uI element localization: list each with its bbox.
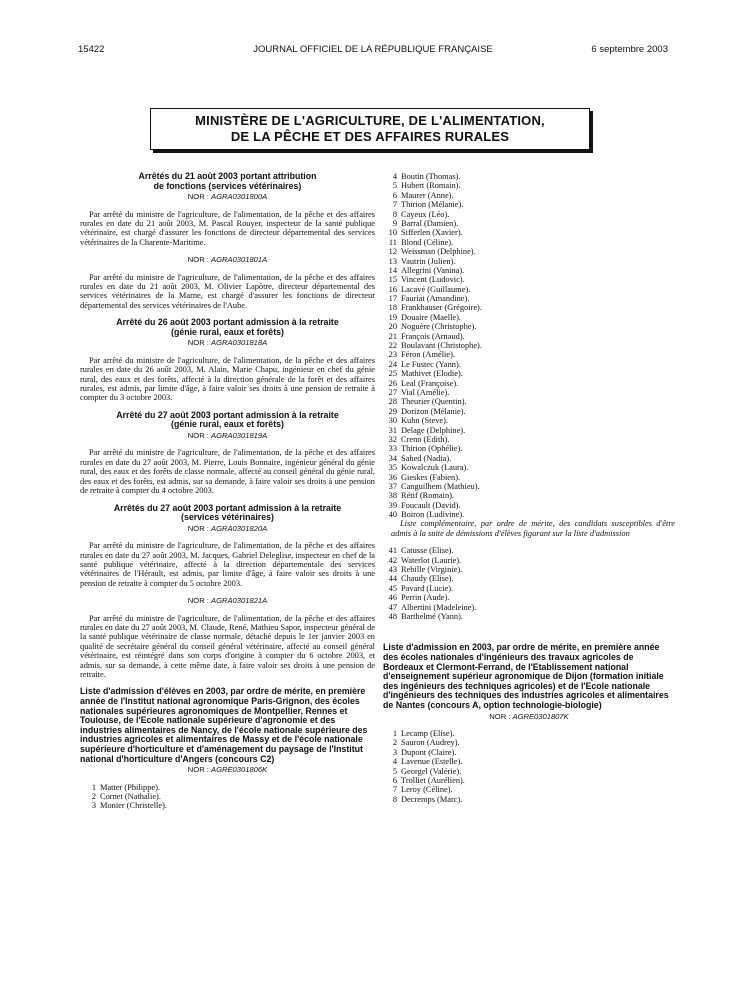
rank-number: 16 [388, 284, 397, 294]
list-item [383, 379, 675, 388]
candidate-name: Boutin (Thomas). [401, 172, 461, 181]
rank-number: 43 [388, 565, 397, 575]
candidate-name: Allegrini (Vanina). [401, 265, 465, 275]
rank-number: 1 [392, 728, 397, 738]
candidate-name: Lavenue (Estelle). [401, 757, 463, 767]
rank-number: 46 [388, 593, 397, 603]
candidate-name: Theurier (Quentin). [401, 397, 467, 407]
list-item [383, 416, 675, 425]
rank-number: 6 [392, 775, 397, 785]
candidate-name: Catusse (Elise). [401, 546, 454, 556]
candidate-name: Le Fustec (Yann). [401, 359, 461, 369]
list-item [383, 574, 675, 583]
candidate-name: Delage (Delphine). [401, 425, 466, 435]
list-item [383, 407, 675, 416]
nor-reference [80, 765, 375, 774]
list-item [383, 473, 675, 482]
nor-code: AGRA0301818A [211, 338, 268, 348]
list-item [383, 776, 675, 785]
rank-number: 18 [388, 303, 397, 313]
candidate-name: Perrin (Aude). [401, 593, 450, 603]
rank-number: 48 [388, 612, 397, 621]
candidate-name: Thirion (Ophélie). [401, 444, 463, 454]
candidate-name: Hubert (Romain). [401, 181, 461, 191]
candidate-name: Gieskes (Fabien). [401, 472, 461, 482]
candidate-name: Georgel (Valérie). [401, 766, 462, 776]
list-item [383, 388, 675, 397]
nor-reference [80, 596, 375, 605]
rank-number: 42 [388, 555, 397, 565]
journal-title: JOURNAL OFFICIEL DE LA RÉPUBLIQUE FRANÇAISE [253, 44, 493, 55]
nor-reference [80, 524, 375, 533]
candidate-name: Thirion (Mélanie). [401, 200, 464, 210]
candidate-name: Noguère (Christophe). [401, 322, 477, 332]
rank-number: 45 [388, 583, 397, 593]
list-item [383, 360, 675, 369]
rank-number: 47 [388, 602, 397, 612]
candidate-name: Kuhn (Steve). [401, 416, 448, 426]
list-item [383, 482, 675, 491]
page-header [78, 44, 668, 58]
list-item [383, 332, 675, 341]
list-item [383, 172, 675, 181]
rank-number: 34 [388, 453, 397, 463]
section-title [88, 504, 367, 523]
list-item [383, 200, 675, 209]
rank-number: 32 [388, 434, 397, 444]
rank-number: 17 [388, 294, 397, 304]
section-title-line: (génie rural, eaux et forêts) [171, 419, 284, 430]
decree-paragraph: Par arrêté du ministre de l'agriculture, de l'alimentation, de la pêche et des affaires rurales en date du 26 août 2003, M. Alain, Marie Chapu, ingénieur en chef du génie rural, des eaux et des forêts, affecté à la direction générale de la forêt et des affaires rurales, est admis, par limite d'âge, à faire valoir ses droits à une pension de retraite à compter du 3 octobre 2003. [80, 355, 375, 403]
rank-number: 4 [392, 172, 397, 181]
candidate-name: Crenn (Edith). [401, 434, 450, 444]
nor-code: AGRA0301821A [211, 596, 268, 606]
list-item [383, 369, 675, 378]
list-item [383, 491, 675, 500]
complementary-list-note: Liste complémentaire, par ordre de mérite, des candidats susceptibles d'être admis à la suite de démissions d'élèves figurant sur la liste d'admission [391, 519, 675, 538]
nor-label: NOR : [187, 192, 209, 202]
candidate-name: Rétif (Romain). [401, 491, 455, 501]
list-item [383, 191, 675, 200]
candidate-name: Decremps (Marc). [401, 794, 463, 804]
nor-reference [80, 192, 375, 201]
nor-label: NOR : [187, 596, 209, 606]
candidate-name: Albertini (Madeleine). [401, 602, 477, 612]
section-title-line: de fonctions (services vétérinaires) [153, 180, 302, 191]
candidate-name: Kowalczuk (Laura). [401, 463, 469, 473]
rank-number: 8 [392, 794, 397, 804]
ministry-title-line1: MINISTÈRE DE L'AGRICULTURE, DE L'ALIMENTATION, [195, 113, 545, 128]
list-item [383, 275, 675, 284]
list-item [383, 210, 675, 219]
candidate-name: Monier (Christelle). [100, 801, 167, 811]
list-item [383, 795, 675, 804]
rank-number: 21 [388, 331, 397, 341]
list-item [383, 593, 675, 602]
list-item [80, 792, 375, 801]
list-item [383, 612, 675, 621]
list-item [383, 603, 675, 612]
candidate-name: Fauriat (Amandine). [401, 294, 470, 304]
section-title: Liste d'admission en 2003, par ordre de mérite, en première année des écoles nationales d'ingénieurs des travaux agricoles de Bordeaux et Clermont-Ferrand, de l'Etablissement national d'enseignement supérieur agronomique de Dijon (formation initiale des ingénieurs des techniques agricoles) et de l'Ecole nationale d'ingénieurs des techniques des industries agricoles et alimentaires de Nantes (concours A, option technologie-biologie) [383, 642, 669, 710]
list-item [383, 565, 675, 574]
rank-number: 40 [388, 510, 397, 520]
list-item [383, 313, 675, 322]
list-item [383, 767, 675, 776]
candidate-name: Mathivet (Elodie). [401, 369, 463, 379]
section-title-line: Arrêtés du 21 août 2003 portant attribution [138, 171, 317, 181]
rank-number: 26 [388, 378, 397, 388]
candidate-name: Dupont (Claire). [401, 747, 457, 757]
rank-number: 31 [388, 425, 397, 435]
candidate-name: Foucault (David). [401, 500, 461, 510]
rank-number: 23 [388, 350, 397, 360]
candidate-name: Boulavant (Christophe). [401, 341, 482, 351]
rank-number: 20 [388, 322, 397, 332]
list-item [80, 801, 375, 810]
admission-list [383, 172, 675, 519]
rank-number: 29 [388, 406, 397, 416]
candidate-name: Matter (Philippe). [100, 782, 161, 792]
rank-number: 27 [388, 387, 397, 397]
rank-number: 6 [392, 190, 397, 200]
list-item [383, 228, 675, 237]
candidate-name: Maurer (Anne). [401, 190, 454, 200]
section-title [88, 411, 367, 430]
rank-number: 13 [388, 256, 397, 266]
nor-code: AGRE0301806K [211, 765, 268, 775]
list-item [383, 397, 675, 406]
rank-number: 37 [388, 481, 397, 491]
list-item [383, 257, 675, 266]
list-item [383, 181, 675, 190]
nor-code: AGRA0301820A [211, 523, 268, 533]
rank-number: 36 [388, 472, 397, 482]
candidate-name: Barral (Damien). [401, 218, 459, 228]
candidate-name: Chaudy (Elise). [401, 574, 454, 584]
ministry-title-line2: DE LA PÊCHE ET DES AFFAIRES RURALES [230, 129, 510, 144]
list-item [383, 238, 675, 247]
rank-number: 14 [388, 265, 397, 275]
nor-label: NOR : [489, 711, 511, 721]
list-item [383, 294, 675, 303]
candidate-name: Weissman (Delphine). [401, 247, 476, 257]
nor-label: NOR : [187, 255, 209, 265]
candidate-name: Lecamp (Elise). [401, 728, 455, 738]
decree-paragraph: Par arrêté du ministre de l'agriculture, de l'alimentation, de la pêche et des affaires rurales en date du 21 août 2003, M. Pascal Rouyer, inspecteur de la santé publique vétérinaire, est chargé d'assurer les fonctions de directeur départemental des services vétérinaires de la Charente-Maritime. [80, 209, 375, 247]
admission-list [80, 783, 375, 811]
list-item [383, 350, 675, 359]
list-item [383, 584, 675, 593]
section-title-line: (services vétérinaires) [181, 512, 274, 523]
list-item [383, 510, 675, 519]
list-item [383, 285, 675, 294]
candidate-name: Frankhauser (Grégoire). [401, 303, 482, 313]
list-item [383, 247, 675, 256]
nor-code: AGRA0301801A [211, 255, 268, 265]
rank-number: 3 [91, 801, 96, 811]
decree-paragraph: Par arrêté du ministre de l'agriculture, de l'alimentation, de la pêche et des affaires rurales en date du 27 août 2003, M. Claude, René, Mathieu Sapor, inspecteur général de la santé publique vétérinaire de classe normale, détaché depuis le 1er janvier 2003 en qualité de secrétaire général du conseil général vétérinaire, affecté au conseil général vétérinaire, est réintégré dans son corps d'origine à compter du 6 octobre 2003, et admis, sur sa demande, à cette même date, à faire valoir ses droits à une pension de retraite. [80, 613, 375, 679]
rank-number: 35 [388, 463, 397, 473]
list-item [383, 435, 675, 444]
rank-number: 19 [388, 312, 397, 322]
list-item [383, 463, 675, 472]
list-item [383, 266, 675, 275]
rank-number: 28 [388, 397, 397, 407]
section-title-line: Arrêtés du 27 août 2003 portant admission à la retraite [113, 502, 342, 513]
candidate-name: Féron (Amélie). [401, 350, 455, 360]
rank-number: 8 [392, 209, 397, 219]
nor-label: NOR : [187, 431, 209, 441]
list-item [383, 322, 675, 331]
list-item [383, 454, 675, 463]
list-item [383, 426, 675, 435]
rank-number: 24 [388, 359, 397, 369]
list-item [383, 748, 675, 757]
rank-number: 1 [91, 782, 96, 792]
list-item [383, 556, 675, 565]
decree-paragraph: Par arrêté du ministre de l'agriculture, de l'alimentation, de la pêche et des affaires rurales en date du 21 août 2003, M. Olivier Lapôtre, directeur départemental des services vétérinaires de la Marne, est chargé d'assurer les fonctions de directeur départemental des services vétérinaires de l'Aube. [80, 272, 375, 310]
list-item [383, 738, 675, 747]
left-column [80, 172, 375, 811]
decree-paragraph: Par arrêté du ministre de l'agriculture, de l'alimentation, de la pêche et des affaires rurales en date du 27 août 2003, M. Jacques, Gabriel Deleglise, inspecteur en chef de la santé publique vétérinaire, affecté à la direction départementale des services vétérinaires de l'Hérault, est admis, par limite d'âge, à faire valoir ses droits à une pension de retraite à compter du 5 octobre 2003. [80, 541, 375, 588]
candidate-name: Vincent (Ludovic). [401, 275, 465, 285]
section-title: Liste d'admission d'élèves en 2003, par ordre de mérite, en première année de l'Institut national agronomique Paris-Grignon, des écoles nationales supérieures agronomiques de Montpellier, Rennes et Toulouse, de l'Ecole nationale supérieure d'agronomie et des industries alimentaires de Nancy, de l'école nationale supérieure des industries agricoles et alimentaires de Massy et de l'école nationale supérieure d'horticulture et d'aménagement du paysage de l'Institut national d'horticulture d'Angers (concours C2) [80, 686, 368, 764]
list-item [383, 757, 675, 766]
rank-number: 30 [388, 416, 397, 426]
candidate-name: Pavard (Lucie). [401, 583, 454, 593]
nor-code: AGRE0301807K [512, 711, 569, 721]
rank-number: 41 [388, 546, 397, 556]
candidate-name: Vautrin (Julien). [401, 256, 456, 266]
candidate-name: Douaire (Maelle). [401, 312, 461, 322]
rank-number: 7 [392, 785, 397, 795]
candidate-name: Leal (Françoise). [401, 378, 459, 388]
rank-number: 9 [392, 218, 397, 228]
section-title [88, 172, 367, 191]
ministry-box [150, 108, 590, 150]
rank-number: 39 [388, 500, 397, 510]
list-item [383, 444, 675, 453]
candidate-name: François (Arnaud). [401, 331, 465, 341]
candidate-name: Waterlot (Laurie). [401, 555, 462, 565]
rank-number: 25 [388, 369, 397, 379]
list-item [383, 303, 675, 312]
section-title-line: Arrêté du 27 août 2003 portant admission à la retraite [116, 409, 339, 420]
page-number: 15422 [78, 44, 105, 55]
candidate-name: Rebille (Virginie). [401, 565, 463, 575]
rank-number: 2 [91, 791, 96, 801]
rank-number: 22 [388, 341, 397, 351]
rank-number: 15 [388, 275, 397, 285]
rank-number: 2 [392, 738, 397, 748]
list-item [80, 783, 375, 792]
section-title-line: (génie rural, eaux et forêts) [171, 326, 284, 337]
publication-date: 6 septembre 2003 [591, 44, 668, 55]
candidate-name: Cayeux (Léo). [401, 209, 450, 219]
nor-label: NOR : [187, 523, 209, 533]
candidate-name: Blond (Céline). [401, 237, 454, 247]
candidate-name: Lacavé (Guillaume). [401, 284, 471, 294]
rank-number: 11 [388, 237, 397, 247]
rank-number: 5 [392, 181, 397, 191]
list-item [383, 219, 675, 228]
candidate-name: Sifferlen (Xavier). [401, 228, 463, 238]
rank-number: 4 [392, 757, 397, 767]
rank-number: 5 [392, 766, 397, 776]
candidate-name: Dorizon (Mélanie). [401, 406, 466, 416]
section-title-line: Arrêté du 26 août 2003 portant admission à la retraite [116, 317, 339, 328]
rank-number: 38 [388, 491, 397, 501]
nor-code: AGRA0301800A [211, 192, 268, 202]
list-item [383, 546, 675, 555]
rank-number: 10 [388, 228, 397, 238]
candidate-name: Leroy (Céline). [401, 785, 453, 795]
nor-reference [80, 338, 375, 347]
candidate-name: Vial (Amélie). [401, 387, 450, 397]
list-item [383, 729, 675, 738]
nor-code: AGRA0301819A [211, 431, 268, 441]
list-item [383, 341, 675, 350]
admission-list [383, 729, 675, 804]
candidate-name: Cornet (Nathalie). [100, 791, 161, 801]
candidate-name: Canguilhem (Mathieu). [401, 481, 480, 491]
rank-number: 7 [392, 200, 397, 210]
nor-reference [80, 255, 375, 264]
nor-reference [80, 431, 375, 440]
candidate-name: Sahed (Nadia). [401, 453, 452, 463]
complementary-list [383, 546, 675, 621]
rank-number: 3 [392, 747, 397, 757]
candidate-name: Boiron (Ludivine). [401, 510, 465, 520]
nor-label: NOR : [187, 338, 209, 348]
section-title [88, 318, 367, 337]
rank-number: 44 [388, 574, 397, 584]
rank-number: 12 [388, 247, 397, 257]
candidate-name: Barthelmé (Yann). [401, 612, 463, 621]
candidate-name: Sauron (Audrey). [401, 738, 460, 748]
nor-reference [383, 712, 675, 721]
rank-number: 33 [388, 444, 397, 454]
right-column [383, 172, 675, 804]
nor-label: NOR : [187, 765, 209, 775]
list-item [383, 501, 675, 510]
candidate-name: Trolliet (Aurélien). [401, 775, 465, 785]
decree-paragraph: Par arrêté du ministre de l'agriculture, de l'alimentation, de la pêche et des affaires rurales en date du 27 août 2003, M. Pierre, Louis Bonnaire, ingénieur général du génie rural, des eaux et des forêts de classe normale, affecté au conseil général du génie rural, des eaux et des forêts, est admis, sur sa demande, à faire valoir ses droits à une pension de retraite à compter du 4 octobre 2003. [80, 448, 375, 496]
list-item [383, 785, 675, 794]
